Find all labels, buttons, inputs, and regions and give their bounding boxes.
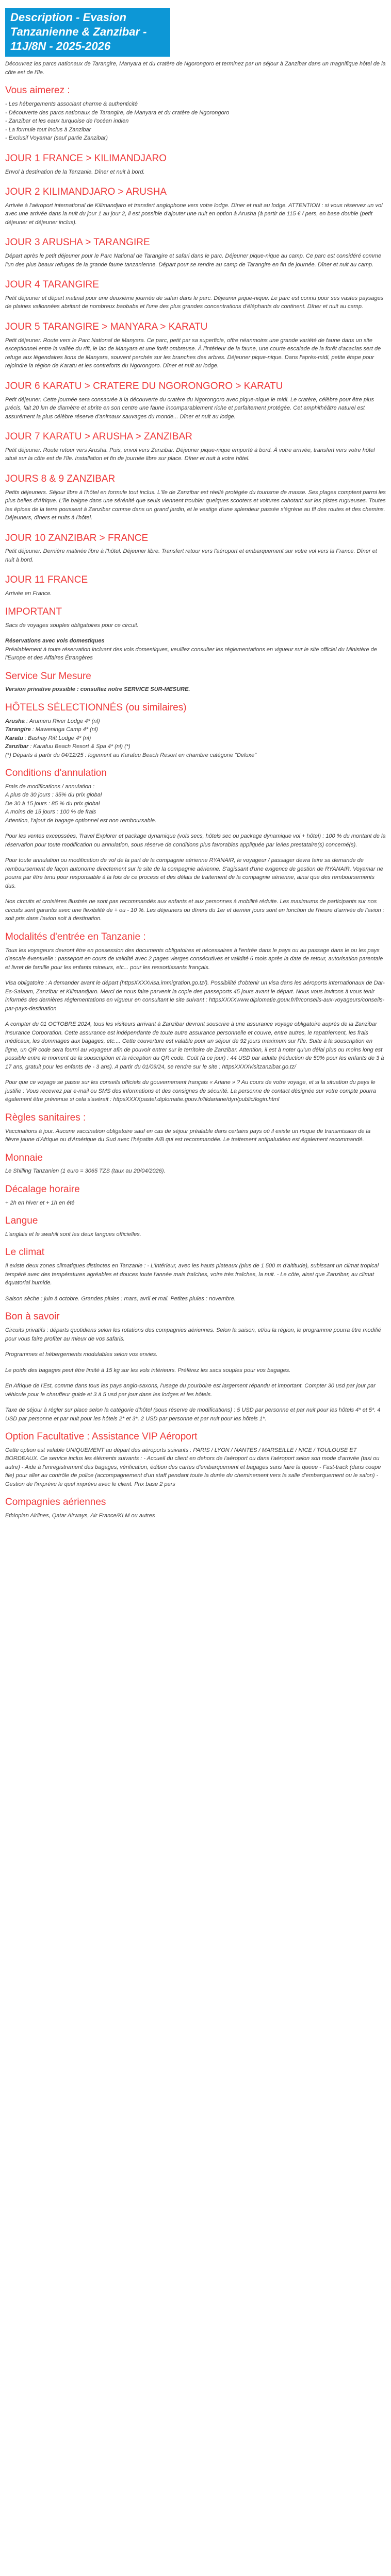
important-heading: IMPORTANT — [5, 606, 62, 617]
health-text: Vaccinations à jour. Aucune vaccination obligatoire sauf en cas de séjour préalable dans certains pays où il existe un risque de transmission de la fièvre jaune d'Afrique ou d'Amérique du Sud avec l'hépatite A/B qui est recommandée. Le traitement antipaludéen est également recommandé. — [5, 1128, 371, 1143]
list-item: - Découverte des parcs nationaux de Tarangire, de Manyara et du cratère de Ngorongoro — [5, 109, 230, 116]
entry-text: A compter du 01 OCTOBRE 2024, tous les visiteurs arrivant à Zanzibar devront souscrire à une assurance voyage obligatoire auprès de la Zanzibar Insurance Corporation. Cette assurance est indépendante de toute autre assurance personnelle et couvre, entre autres, le rapatriement, les frais médicaux, les dommages aux bagages, etc.... Cette couverture est valable pour un séjour de 92 jours maximum sur l'île. Suite à la souscription en ligne, un QR code sera fourni au voyageur afin de pouvoir entrer sur le territoire de Zanzibar. Attention, il est à noter qu'un délai plus ou moins long est possible entre le moment de la souscription et la réception du QR code. Coût (à ce jour) : 44 USD par adulte (réduction de 50% pour les enfants de 3 à 17 ans, gratuit pour les enfants de - 3 ans). A partir du 01/09/24, se rendre sur le site : httpsXXXXvisitzanzibar.go.tz/ — [5, 1021, 384, 1070]
likes-list — [5, 100, 386, 143]
currency-heading: Monnaie — [5, 1152, 43, 1163]
list-item: Frais de modifications / annulation : — [5, 783, 95, 790]
climate-text: Il existe deux zones climatiques distinctes en Tanzanie : - L'intérieur, avec les hauts plateaux (plus de 1 500 m d'altitude), subissant un climat tropical tempéré avec des températures agréables et douces toute l'année mais fraîches, voire très fraîches, la nuit. - Le côte, ainsi que Zanzibar, au climat équatorial humide. — [5, 1263, 379, 1286]
hotel-line — [5, 717, 386, 726]
health-heading: Règles sanitaires : — [5, 1112, 86, 1123]
hotel-line — [5, 742, 386, 751]
service-heading: Service Sur Mesure — [5, 670, 91, 682]
conditions-text: Pour toute annulation ou modification de vol de la part de la compagnie aérienne RYANAIR, le voyageur / passager devra faire sa demande de remboursement de façon autonome directement sur le site de la compagnie aérienne. S'agissant d'une exigence de gestion de RYANAIR, Voyamar ne pourra par être tenu pour responsable à la fois de ce process et des délais de traitement de la compagnie aérienne, ainsi que des remboursements dus. — [5, 857, 383, 889]
day-text: Petit déjeuner. Route retour vers Arusha. Puis, envol vers Zanzibar. Déjeuner pique-nique emporté à bord. À votre arrivée, transfert vers votre hôtel situé sur la côte est de l'île. Installation et fin de journée libre sur place. Dîner et nuit à votre hôtel. — [5, 447, 375, 462]
goodtrip-text: Taxe de séjour à régler sur place selon la catégorie d'hôtel (sous réserve de modifications) : 5 USD par personne et par nuit pour les hôtels 4* et 5*. 4 USD par personne et par nuit pour les hôtels 2* et 3*. 2 USD par personne et par nuit pour les hôtels 1*. — [5, 1407, 381, 1422]
airlines-text: Ethiopian Airlines, Qatar Airways, Air France/KLM ou autres — [5, 1513, 155, 1519]
climate-text: Saison sèche : juin à octobre. Grandes pluies : mars, avril et mai. Petites pluies : novembre. — [5, 1295, 236, 1302]
goodtrip-text: Circuits privatifs : départs quotidiens selon les rotations des compagnies aériennes. Selon la saison, et/ou la région, le programme pourra être modifié pour vous faire profiter au mieux de vos safaris. — [5, 1327, 381, 1342]
language-text: L'anglais et le swahili sont les deux langues officielles. — [5, 1231, 141, 1238]
day-text: Arrivée en France. — [5, 590, 52, 597]
conditions-text: Pour les ventes excepssées, Travel Explorer et package dynamique (vols secs, hôtels sec ou package dynamique vol + hôtel) : 100 % du montant de la réservation pour toute modification ou annulation, sous réserve de conditions plus favorables appliquée par le/les prestataire(s) concerné(s). — [5, 833, 386, 848]
list-item: - Zanzibar et les eaux turquoise de l'océan indien — [5, 118, 129, 125]
airlines-heading: Compagnies aériennes — [5, 1497, 106, 1508]
hotel-location: Karatu — [5, 735, 23, 741]
time-text: + 2h en hiver et + 1h en été — [5, 1199, 75, 1206]
conditions-text: Nos circuits et croisières illustrés ne sont pas recommandés aux enfants et aux personnes à mobilité réduite. Les maximums de participants sur nos circuits sont garantis avec une flexibilité de + ou - 10 %. Les déjeuners ou dîners du 1er et dernier jours sont en fonction de l'heure d'arrivée de l'avion : soit pris dans l'avion soit à destination. — [5, 899, 384, 922]
hotel-line — [5, 725, 386, 734]
page-title: Description - Evasion Tanzanienne & Zanzibar - 11J/8N - 2025-2026 — [5, 8, 170, 57]
day-heading: JOUR 11 FRANCE — [5, 574, 88, 586]
hotel-location: Arusha — [5, 718, 25, 724]
day-text: Petit déjeuner et départ matinal pour une deuxième journée de safari dans le parc. Déjeuner pique-nique. Le parc est connu pour ses vastes paysages de plaines vallonnées abritant de nombreux baobabs et l'une des plus grandes concentrations d'éléphants du continent. Dîner et nuit au camp. — [5, 295, 384, 310]
day-text: Départ après le petit déjeuner pour le Parc National de Tarangire et safari dans le parc. Déjeuner pique-nique au camp. Ce parc est considéré comme l'un des plus beaux refuges de la grande faune tanzanienne. Départ pour se rendre au camp de Tarangire en fin de journée. Dîner et nuit au camp. — [5, 253, 382, 268]
hotels-list — [5, 717, 386, 760]
day-heading: JOUR 5 TARANGIRE > MANYARA > KARATU — [5, 321, 208, 332]
hotel-name: : Karafuu Beach Resort & Spa 4* (nl) (*) — [28, 743, 131, 750]
vip-text: Cette option est valable UNIQUEMENT au départ des aéroports suivants : PARIS / LYON / NANTES / MARSEILLE / NICE / TOULOUSE ET BORDEAUX. Ce service inclus les éléments suivants : - Accueil du client en dehors de l'aéroport ou dans l'aéroport selon son mode d'arrivée (taxi ou autre) - Aide à l'enregistrement des bagages, vérification, édition des cartes d'embarquement et bagages sans faire la queue - Fast-track (dans coupe file) pour aller au contrôle de police (accompagnement d'un staff pendant toute la durée du cheminement vers la salle d'embarquement ou le salon) - Gestion de l'imprévu le quel imprévu avec le client. Prix base 2 pers — [5, 1447, 381, 1487]
hotel-name: : Arumeru River Lodge 4* (nl) — [24, 718, 100, 724]
day-heading: JOURS 8 & 9 ZANZIBAR — [5, 473, 116, 484]
important-sub-text: Préalablement à toute réservation incluant des vols domestiques, veuillez consulter les réglementations en vigueur sur le site officiel du Ministère de l'Europe et des Affaires Étrangères — [5, 646, 377, 662]
list-item: - La formule tout inclus à Zanzibar — [5, 126, 91, 133]
day-text: Petit déjeuner. Cette journée sera consacrée à la découverte du cratère du Ngorongoro avec pique-nique le midi. Le cratère, célèbre pour être plus précis, fait 20 km de diamètre et abrite en son centre une faune incomparablement riche et parfaitement protégée. Cet amphithéâtre naturel est assurément la plus célèbre réserve d'animaux sauvages du monde... Dîner et nuit au lodge. — [5, 396, 374, 420]
goodtrip-text: Le poids des bagages peut être limité à 15 kg sur les vols intérieurs. Préférez les sacs souples pour vos bagages. — [5, 1367, 291, 1374]
goodtrip-heading: Bon à savoir — [5, 1311, 60, 1323]
goodtrip-text: En Afrique de l'Est, comme dans tous les pays anglo-saxons, l'usage du pourboire est largement répandu et important. Compter 30 usd par jour par véhicule pour le chauffeur guide et 3 à 5 usd par jour dans les lodges et les hôtels. — [5, 1383, 376, 1398]
list-item: De 30 à 15 jours : 85 % du prix global — [5, 800, 100, 807]
language-heading: Langue — [5, 1215, 38, 1227]
goodtrip-text: Programmes et hébergements modulables selon vos envies. — [5, 1351, 158, 1358]
day-text: Petit déjeuner. Route vers le Parc National de Manyara. Ce parc, petit par sa superficie, offre néanmoins une grande variété de faune dans un site exceptionnel entre la vallée du rift, le lac de Manyara et une forêt ombreuse. À l'intérieur de la faune, une courte escalade de la forêt d'acacias sert de refuge aux légendaires lions de Manyara, souvent perchés sur les branches des arbres. Déjeuner pique-nique. Dans l'après-midi, petite étape pour rejoindre la région de Karatu et les contreforts du Ngorongoro. Dîner et nuit au lodge. — [5, 337, 381, 369]
service-text: Version privative possible : consultez notre SERVICE SUR-MESURE. — [5, 686, 190, 693]
list-item: - Exclusif Voyamar (sauf partie Zanzibar) — [5, 135, 108, 142]
day-heading: JOUR 6 KARATU > CRATERE DU NGORONGORO > KARATU — [5, 380, 283, 392]
day-heading: JOUR 2 KILIMANDJARO > ARUSHA — [5, 187, 167, 198]
list-item: A plus de 30 jours : 35% du prix global — [5, 792, 102, 799]
list-item: Attention, l'ajout de bagage optionnel est non remboursable. — [5, 817, 157, 824]
day-text: Petit déjeuner. Dernière matinée libre à l'hôtel. Déjeuner libre. Transfert retour vers l'aéroport et embarquement sur votre vol vers la France. Dîner et nuit à bord. — [5, 548, 377, 563]
hotel-location: Tarangire — [5, 726, 31, 733]
day-text: Petits déjeuners. Séjour libre à l'hôtel en formule tout inclus. L'île de Zanzibar est réellé protégée du tourisme de masse. Ses plages comptent parmi les plus belles d'Afrique. L'île baigne dans une sérénité que seuls viennent troubler quelques scooters et voitures cahotant sur les pistes rugueuses. Toutes les épices de la terre poussent à Zanzibar comme dans un grand jardin, et le vestige d'une splendeur passée s'égrène au fil des routes et des chemins. Déjeuners, dîners et nuits à l'hôtel. — [5, 489, 386, 521]
entry-heading: Modalités d'entrée en Tanzanie : — [5, 931, 146, 942]
day-text: Envol à destination de la Tanzanie. Dîner et nuit à bord. — [5, 168, 145, 175]
hotel-name: : Bashay Rift Lodge 4* (nl) — [23, 735, 91, 741]
conditions-heading: Conditions d'annulation — [5, 768, 107, 779]
likes-heading: Vous aimerez : — [5, 85, 70, 96]
hotel-line — [5, 734, 386, 743]
entry-text: Pour que ce voyage se passe sur les conseils officiels du gouvernement français « Ariane » ? Au cours de votre voyage, et si la situation du pays le justifie : Vous recevrez par e-mail ou SMS des informations et des consignes de sécurité. La personne de contact désignée sur votre compte pourra également être prévenue si cela s'avérait : httpsXXXXpastel.diplomatie.gouv.fr/fildariane/dyn/public/login.html — [5, 1079, 377, 1103]
day-heading: JOUR 10 ZANZIBAR > FRANCE — [5, 532, 149, 544]
vip-heading: Option Facultative : Assistance VIP Aéroport — [5, 1431, 198, 1442]
list-item: - Les hébergements associant charme & authenticité — [5, 101, 138, 108]
entry-text: Tous les voyageurs devront être en possession des documents obligatoires et nécessaires à l'entrée dans le pays ou au passage dans le ou les pays d'escale éventuelle : passeport en cours de validité avec 2 pages vierges consécutives et validité 6 mois après la date de retour, autorisation parentale et livret de famille pour les enfants mineurs, etc... pour les ressortissants français. — [5, 947, 383, 971]
climate-heading: Le climat — [5, 1247, 45, 1258]
currency-text: Le Shilling Tanzanien (1 euro = 3065 TZS (taux au 20/04/2026). — [5, 1168, 166, 1175]
time-heading: Décalage horaire — [5, 1183, 80, 1195]
day-heading: JOUR 3 ARUSHA > TARANGIRE — [5, 237, 150, 248]
day-heading: JOUR 4 TARANGIRE — [5, 279, 99, 291]
hotel-location: Zanzibar — [5, 743, 29, 750]
hotel-note: (*) Départs à partir du 04/12/25 : logement au Karafuu Beach Resort en chambre catégorie "Deluxe" — [5, 752, 257, 758]
day-heading: JOUR 7 KARATU > ARUSHA > ZANZIBAR — [5, 431, 192, 443]
intro-text: Découvrez les parcs nationaux de Tarangire, Manyara et du cratère de Ngorongoro et terminez par un séjour à Zanzibar dans un magnifique hôtel de la côte est de l'île. — [5, 61, 386, 76]
important-text: Sacs de voyages souples obligatoires pour ce circuit. — [5, 622, 139, 629]
hotel-name: : Maweninga Camp 4* (nl) — [30, 726, 98, 733]
day-heading: JOUR 1 FRANCE > KILIMANDJARO — [5, 152, 167, 164]
list-item: A moins de 15 jours : 100 % de frais — [5, 809, 96, 816]
day-text: Arrivée à l'aéroport international de Kilimandjaro et transfert anglophone vers votre lodge. Dîner et nuit au lodge. ATTENTION : si vous réservez un vol avec une arrivée dans la nuit du jour 1 au jour 2, il est possible d'ajouter une nuit en option à Arusha (à partir de 115 € / pers, en base double (petit déjeuner et déjeuner inclus). — [5, 202, 383, 226]
conditions-list — [5, 783, 386, 825]
hotels-heading: HÔTELS SÉLECTIONNÉS (ou similaires) — [5, 702, 187, 713]
entry-text: Visa obligatoire : A demander avant le départ (httpsXXXXvisa.immigration.go.tz/). Possibilité d'obtenir un visa dans les aéroports internationaux de Dar-Es-Salaam, Zanzibar et Kilimandjaro. Merci de nous faire parvenir la copie des passeports 45 jours avant le départ. Nous vous invitons à vous tenir informés des dernières réglementations en vigueur en consultant le site suivant : httpsXXXXwww.diplomatie.gouv.fr/fr/conseils-aux-voyageurs/conseils-par-pays-destination — [5, 980, 385, 1012]
important-subheading: Réservations avec vols domestiques — [5, 638, 105, 645]
